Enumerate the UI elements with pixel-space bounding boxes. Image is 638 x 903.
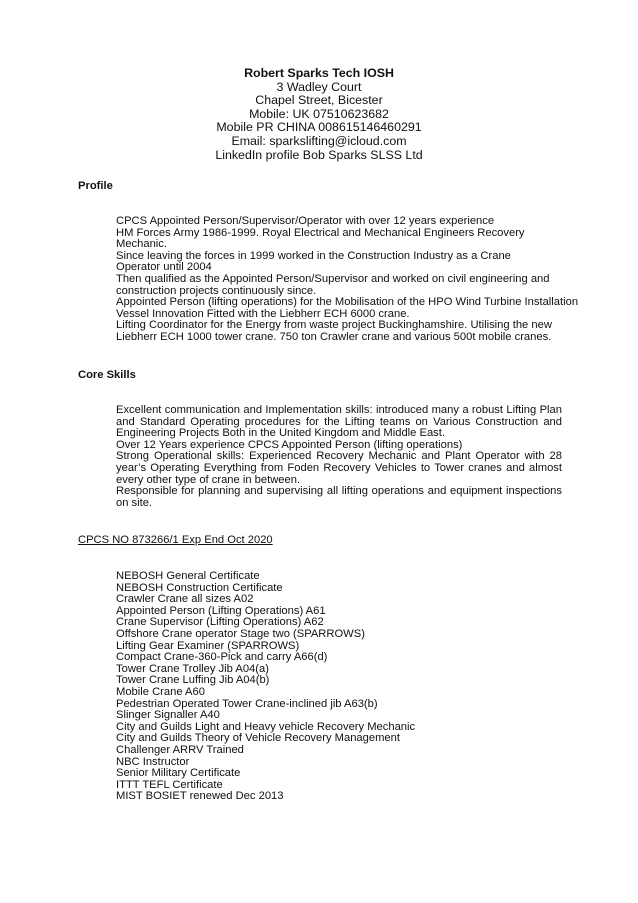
list-item: NBC Instructor xyxy=(116,755,190,768)
list-item: Slinger Signaller A40 xyxy=(116,709,220,722)
list-item: Offshore Crane operator Stage two (SPARROWS) xyxy=(116,627,365,640)
address-line-2: Chapel Street, Bicester xyxy=(255,93,383,108)
profile-line: CPCS Appointed Person/Supervisor/Operator with over 12 years experience xyxy=(116,215,495,227)
mobile-uk: Mobile: UK 07510623682 xyxy=(249,106,389,121)
list-item: NEBOSH Construction Certificate xyxy=(116,581,283,594)
list-item: Challenger ARRV Trained xyxy=(116,743,244,756)
list-item: Compact Crane-360-Pick and carry A66(d) xyxy=(116,651,328,664)
profile-line: Then qualified as the Appointed Person/Supervisor and worked on civil engineering and xyxy=(116,272,550,285)
core-skills-paragraph: Excellent communication and Implementation skills: introduced many a robust Lifting Plan and Standard Operating procedures for the Lifting teams on Various Construction and Engineering Projects Both in the United Kingdom and Middle East. xyxy=(116,404,562,440)
list-item: Appointed Person (Lifting Operations) A61 xyxy=(116,604,326,617)
certifications-block xyxy=(116,571,562,803)
address-line-1: 3 Wadley Court xyxy=(276,79,362,94)
contact-header xyxy=(0,67,638,162)
profile-body xyxy=(116,216,586,344)
core-skills-paragraph: Strong Operational skills: Experienced Recovery Mechanic and Plant Operator with 28 year’s Operating Everything from Foden Recovery Vehicles to Tower cranes and almost every other type of crane in between. xyxy=(116,450,562,486)
profile-line: Vessel Innovation Fitted with the Liebherr ECH 6000 crane. xyxy=(116,307,410,320)
linkedin-line: LinkedIn profile Bob Sparks SLSS Ltd xyxy=(215,147,423,162)
list-item: Pedestrian Operated Tower Crane-inclined jib A63(b) xyxy=(116,697,378,710)
list-item: NEBOSH General Certificate xyxy=(116,570,260,582)
core-skills-body xyxy=(116,405,562,509)
profile-line: Liebherr ECH 1000 tower crane. 750 ton Crawler crane and various 500t mobile cranes. xyxy=(116,330,552,343)
list-item: Crawler Crane all sizes A02 xyxy=(116,593,254,606)
profile-line: Appointed Person (lifting operations) for the Mobilisation of the HPO Wind Turbine Installation xyxy=(116,296,579,309)
profile-line: HM Forces Army 1986-1999. Royal Electrical and Mechanical Engineers Recovery xyxy=(116,226,525,239)
list-item: MIST BOSIET renewed Dec 2013 xyxy=(116,790,284,803)
list-item: Tower Crane Luffing Jib A04(b) xyxy=(116,674,270,687)
list-item: Mobile Crane A60 xyxy=(116,685,205,698)
profile-heading: Profile xyxy=(78,180,113,192)
list-item: Senior Military Certificate xyxy=(116,767,241,780)
list-item: Lifting Gear Examiner (SPARROWS) xyxy=(116,639,300,652)
profile-line: Operator until 2004 xyxy=(116,261,212,274)
profile-line: Lifting Coordinator for the Energy from waste project Buckinghamshire. Utilising the new xyxy=(116,319,552,332)
core-skills-heading: Core Skills xyxy=(78,369,136,381)
profile-line: Mechanic. xyxy=(116,238,167,251)
email-line: Email: sparkslifting@icloud.com xyxy=(231,133,407,148)
list-item: Crane Supervisor (Lifting Operations) A62 xyxy=(116,616,324,629)
profile-line: construction projects continuously since. xyxy=(116,284,317,297)
cpcs-heading: CPCS NO 873266/1 Exp End Oct 2020 xyxy=(78,534,273,546)
certifications-list xyxy=(116,571,562,803)
list-item: Tower Crane Trolley Jib A04(a) xyxy=(116,662,269,675)
list-item: ITTT TEFL Certificate xyxy=(116,778,223,791)
list-item: City and Guilds Light and Heavy vehicle Recovery Mechanic xyxy=(116,720,416,733)
candidate-name: Robert Sparks Tech IOSH xyxy=(244,66,394,80)
mobile-china: Mobile PR CHINA 008615146460291 xyxy=(216,120,422,135)
core-skills-paragraph: Over 12 Years experience CPCS Appointed Person (lifting operations) xyxy=(116,438,463,451)
list-item: City and Guilds Theory of Vehicle Recovery Management xyxy=(116,732,400,745)
core-skills-paragraph: Responsible for planning and supervising all lifting operations and equipment inspections on site. xyxy=(116,485,562,509)
profile-line: Since leaving the forces in 1999 worked in the Construction Industry as a Crane xyxy=(116,249,511,262)
